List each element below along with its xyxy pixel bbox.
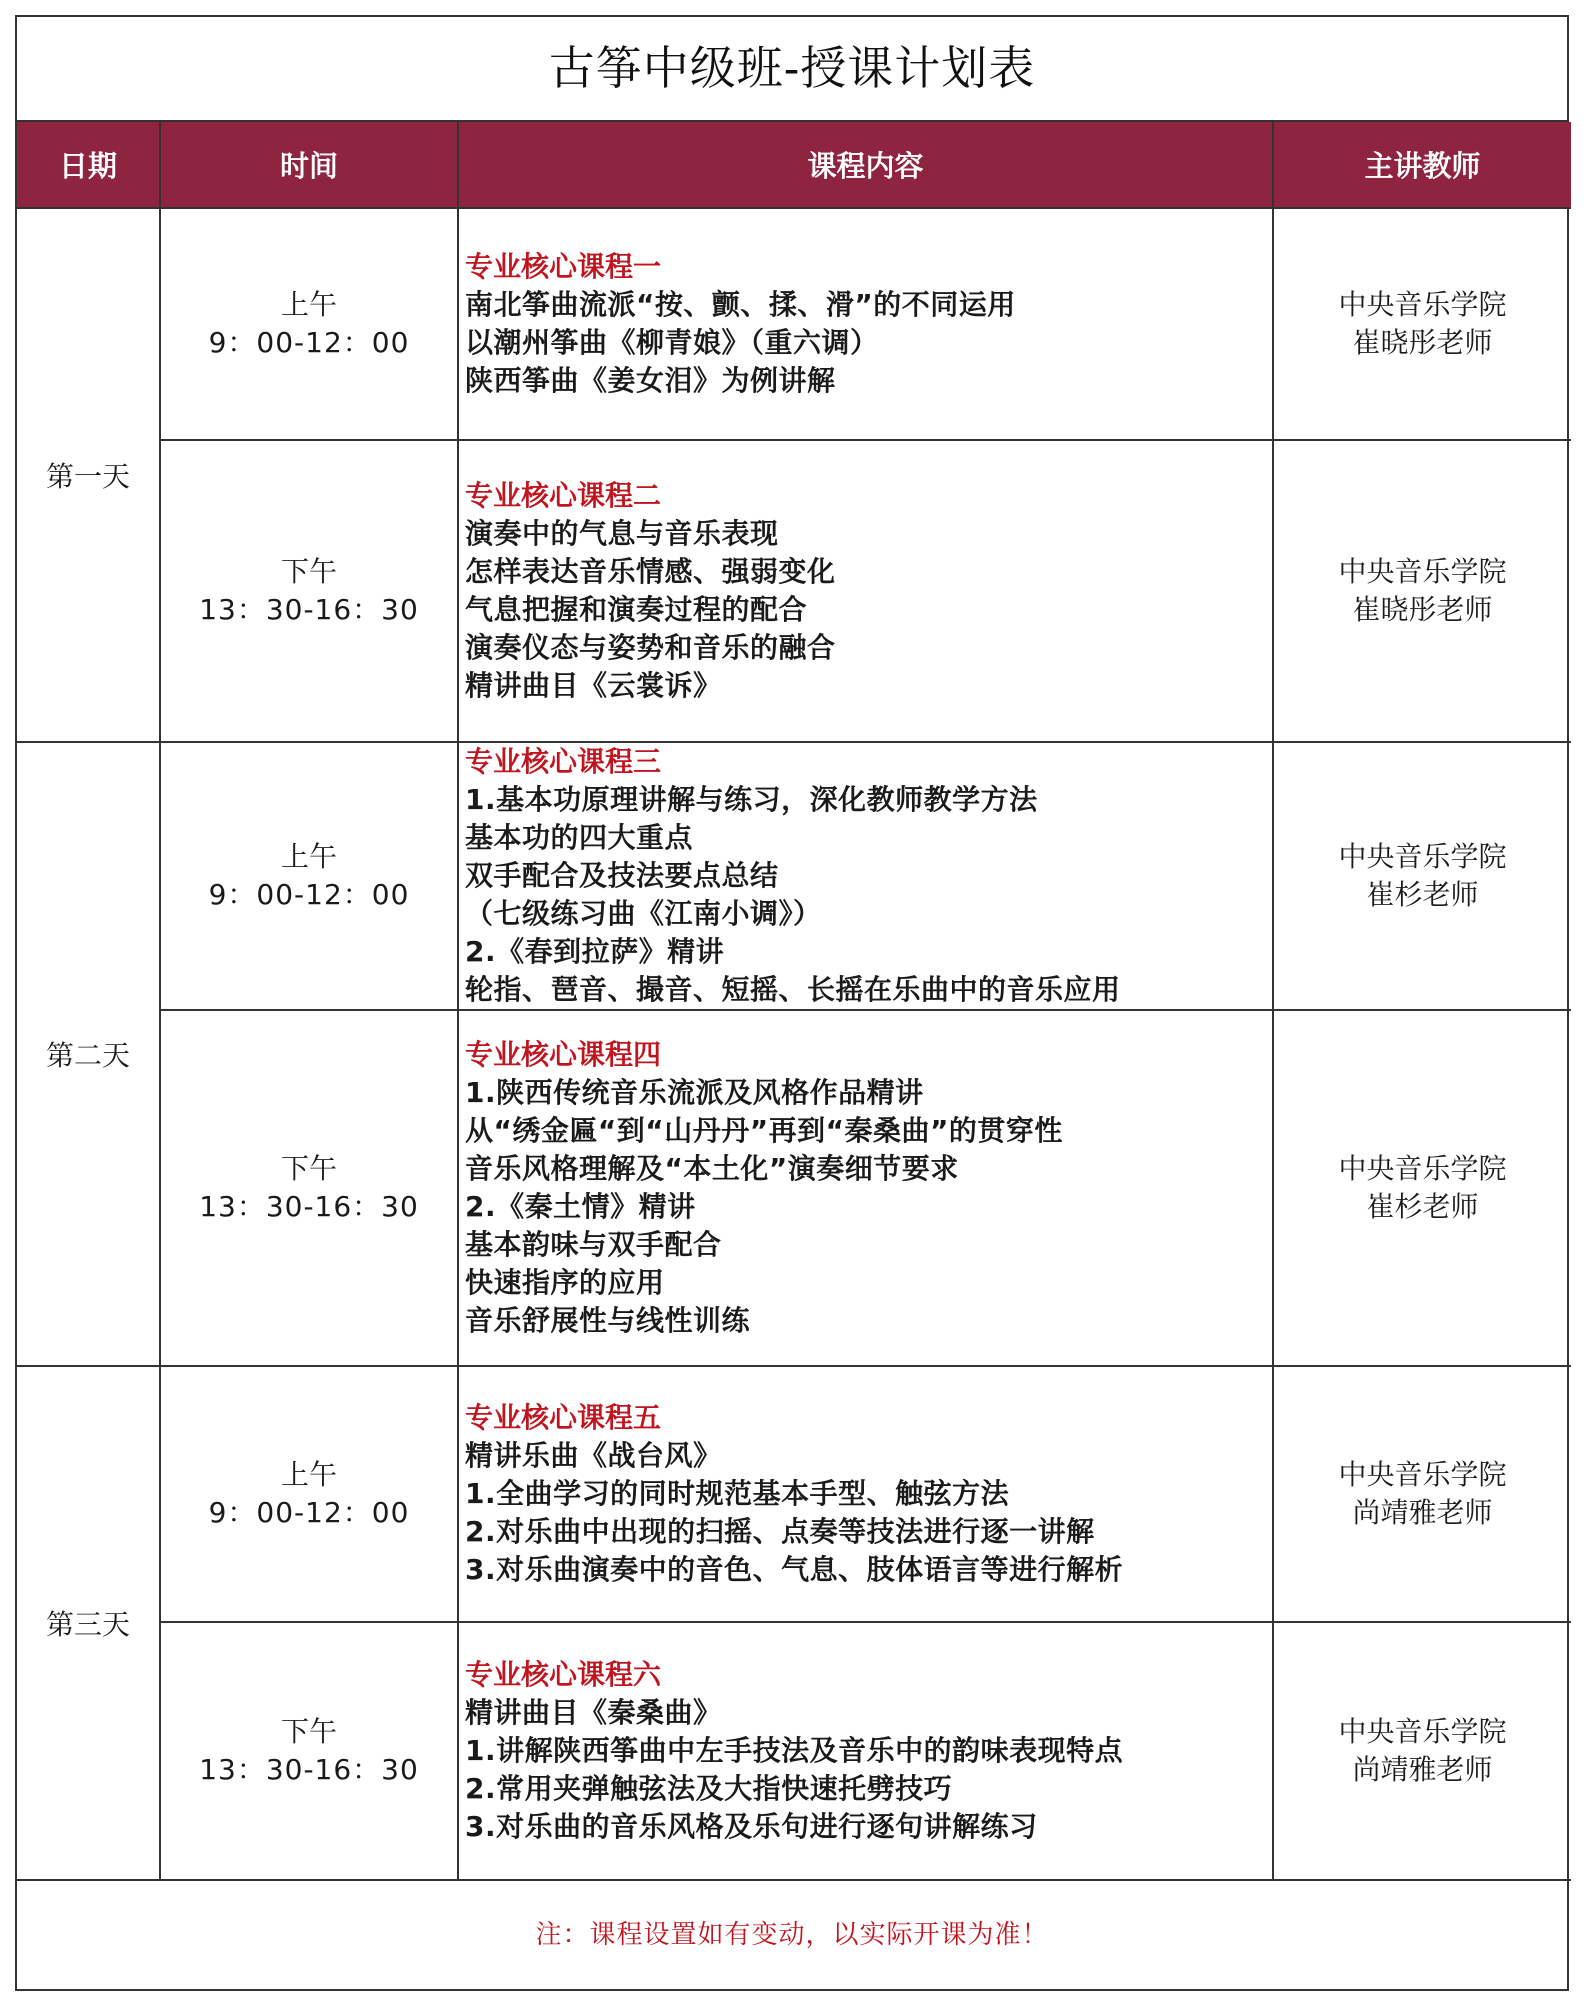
time-cell — [160, 1010, 458, 1366]
course-heading: 专业核心课程四 — [465, 1038, 662, 1071]
teacher-cell — [1273, 440, 1571, 742]
course-heading: 专业核心课程二 — [465, 479, 662, 512]
teacher-cell — [1273, 1010, 1571, 1366]
content-line: 精讲曲目《云裳诉》 — [465, 669, 722, 702]
content-line: 1.全曲学习的同时规范基本手型、触弦方法 — [465, 1477, 1010, 1510]
content-line: 精讲乐曲《战台风》 — [465, 1439, 722, 1472]
content-line: 轮指、琶音、撮音、短摇、长摇在乐曲中的音乐应用 — [465, 973, 1121, 1006]
institution-name: 中央音乐学院 — [1338, 1715, 1507, 1748]
content-line: 音乐舒展性与线性训练 — [465, 1304, 751, 1337]
table-header-row — [17, 122, 1571, 208]
content-line: 怎样表达音乐情感、强弱变化 — [465, 555, 836, 588]
course-heading: 专业核心课程六 — [465, 1658, 662, 1691]
header-time: 时间 — [160, 122, 458, 208]
content-line: 气息把握和演奏过程的配合 — [465, 593, 808, 626]
content-line: 基本韵味与双手配合 — [465, 1228, 722, 1261]
content-line: 1.陕西传统音乐流派及风格作品精讲 — [465, 1076, 924, 1109]
course-heading: 专业核心课程一 — [465, 250, 662, 283]
content-cell — [458, 1010, 1273, 1366]
content-line: 3.对乐曲的音乐风格及乐句进行逐句讲解练习 — [465, 1810, 1038, 1843]
time-cell — [160, 742, 458, 1010]
table-row — [17, 1010, 1571, 1366]
content-line: 演奏中的气息与音乐表现 — [465, 517, 779, 550]
content-line: 双手配合及技法要点总结 — [465, 859, 779, 892]
teacher-name: 尚靖雅老师 — [1352, 1496, 1493, 1529]
day-cell: 第二天 — [17, 742, 160, 1366]
header-date: 日期 — [17, 122, 160, 208]
schedule-sheet — [15, 15, 1569, 1991]
period-label: 下午 — [280, 1715, 337, 1748]
institution-name: 中央音乐学院 — [1338, 1152, 1507, 1185]
content-cell — [458, 440, 1273, 742]
day-cell: 第三天 — [17, 1366, 160, 1880]
header-teacher: 主讲教师 — [1273, 122, 1571, 208]
period-label: 上午 — [280, 288, 337, 321]
teacher-name: 崔杉老师 — [1366, 878, 1479, 911]
content-line: 1.基本功原理讲解与练习，深化教师教学方法 — [465, 783, 1038, 816]
footnote: 注：课程设置如有变动，以实际开课为准！ — [17, 1879, 1567, 1989]
content-line: 以潮州筝曲《柳青娘》（重六调） — [465, 326, 879, 359]
institution-name: 中央音乐学院 — [1338, 840, 1507, 873]
table-row — [17, 1366, 1571, 1622]
table-row — [17, 742, 1571, 1010]
content-line: 南北筝曲流派“按、颤、揉、滑”的不同运用 — [465, 288, 1016, 321]
table-row — [17, 440, 1571, 742]
content-cell — [458, 1622, 1273, 1880]
table-row — [17, 208, 1571, 440]
content-line: 2.常用夹弹触弦法及大指快速托劈技巧 — [465, 1772, 953, 1805]
page-title: 古筝中级班-授课计划表 — [17, 17, 1567, 122]
teacher-name: 崔晓彤老师 — [1352, 593, 1493, 626]
content-cell — [458, 208, 1273, 440]
institution-name: 中央音乐学院 — [1338, 1458, 1507, 1491]
content-cell — [458, 1366, 1273, 1622]
header-content: 课程内容 — [458, 122, 1273, 208]
institution-name: 中央音乐学院 — [1338, 288, 1507, 321]
content-cell — [458, 742, 1273, 1010]
content-line: 1.讲解陕西筝曲中左手技法及音乐中的韵味表现特点 — [465, 1734, 1124, 1767]
time-range: 13：30-16：30 — [199, 1190, 419, 1223]
teacher-cell — [1273, 1622, 1571, 1880]
content-line: 音乐风格理解及“本土化”演奏细节要求 — [465, 1152, 959, 1185]
time-range: 13：30-16：30 — [199, 1753, 419, 1786]
time-range: 13：30-16：30 — [199, 593, 419, 626]
course-heading: 专业核心课程三 — [465, 745, 662, 778]
period-label: 上午 — [280, 840, 337, 873]
content-line: 2.《春到拉萨》精讲 — [465, 935, 725, 968]
time-range: 9：00-12：00 — [208, 326, 410, 359]
teacher-name: 尚靖雅老师 — [1352, 1753, 1493, 1786]
time-cell — [160, 208, 458, 440]
course-heading: 专业核心课程五 — [465, 1401, 662, 1434]
time-range: 9：00-12：00 — [208, 1496, 410, 1529]
time-cell — [160, 1622, 458, 1880]
time-cell — [160, 440, 458, 742]
time-cell — [160, 1366, 458, 1622]
period-label: 下午 — [280, 555, 337, 588]
table-row — [17, 1622, 1571, 1880]
content-line: 基本功的四大重点 — [465, 821, 694, 854]
day-cell: 第一天 — [17, 208, 160, 742]
content-line: 演奏仪态与姿势和音乐的融合 — [465, 631, 836, 664]
content-line: 2.《秦土情》精讲 — [465, 1190, 696, 1223]
content-line: （七级练习曲《江南小调》） — [465, 897, 822, 930]
period-label: 上午 — [280, 1458, 337, 1491]
institution-name: 中央音乐学院 — [1338, 555, 1507, 588]
period-label: 下午 — [280, 1152, 337, 1185]
content-line: 从“绣金匾“到“山丹丹”再到“秦桑曲”的贯穿性 — [465, 1114, 1063, 1147]
teacher-name: 崔杉老师 — [1366, 1190, 1479, 1223]
teacher-cell — [1273, 1366, 1571, 1622]
teacher-cell — [1273, 208, 1571, 440]
schedule-table — [17, 122, 1571, 1881]
content-line: 快速指序的应用 — [465, 1266, 665, 1299]
teacher-name: 崔晓彤老师 — [1352, 326, 1493, 359]
content-line: 2.对乐曲中出现的扫摇、点奏等技法进行逐一讲解 — [465, 1515, 1095, 1548]
content-line: 3.对乐曲演奏中的音色、气息、肢体语言等进行解析 — [465, 1553, 1124, 1586]
teacher-cell — [1273, 742, 1571, 1010]
content-line: 精讲曲目《秦桑曲》 — [465, 1696, 722, 1729]
time-range: 9：00-12：00 — [208, 878, 410, 911]
content-line: 陕西筝曲《姜女泪》为例讲解 — [465, 364, 836, 397]
